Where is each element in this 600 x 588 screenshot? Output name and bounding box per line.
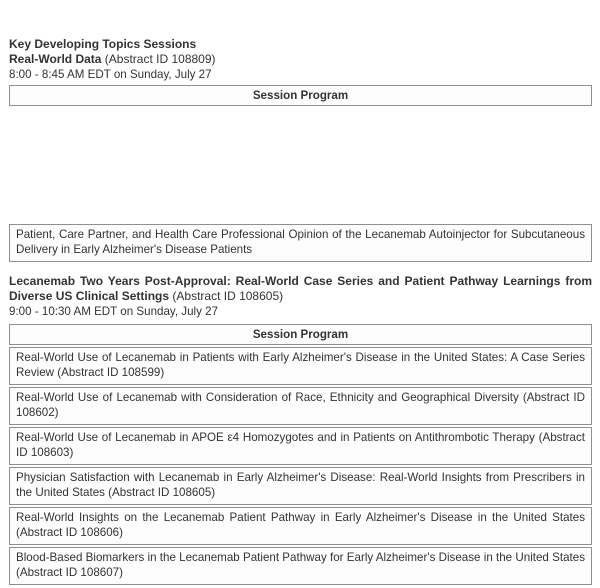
session2-program-row: Real-World Use of Lecanemab in APOE ε4 Homozygotes and in Patients on Antithrombotic Therapy (Abstract ID 108603) bbox=[9, 427, 592, 465]
session1-abstract-id: (Abstract ID 108809) bbox=[101, 52, 216, 66]
session2-program-header: Session Program bbox=[9, 324, 592, 345]
session2-time: 9:00 - 10:30 AM EDT on Sunday, July 27 bbox=[9, 305, 219, 318]
session2-program-row: Real-World Use of Lecanemab in Patients with Early Alzheimer's Disease in the United States: A Case Series Review (Abstract ID 108599) bbox=[9, 347, 592, 385]
session1-title: Real-World Data bbox=[9, 52, 102, 66]
session2-title-line bbox=[9, 274, 592, 304]
session2-title: Lecanemab Two Years Post-Approval: Real-World Case Series and Patient Pathway Learnings from Diverse US Clinical Settings bbox=[9, 274, 592, 303]
session1-category: Key Developing Topics Sessions bbox=[9, 37, 197, 51]
session1-time: 8:00 - 8:45 AM EDT on Sunday, July 27 bbox=[9, 68, 212, 81]
session2-abstract-id: (Abstract ID 108605) bbox=[169, 289, 284, 303]
session1-program-header: Session Program bbox=[9, 85, 592, 106]
empty-content-area bbox=[9, 106, 592, 222]
session2-program-row: Physician Satisfaction with Lecanemab in Early Alzheimer's Disease: Real-World Insights from Prescribers in the United States (Abstract ID 108605) bbox=[9, 467, 592, 505]
session2-program-row: Real-World Use of Lecanemab with Consideration of Race, Ethnicity and Geographical Diversity (Abstract ID 108602) bbox=[9, 387, 592, 425]
session-block-lecanemab-two-years bbox=[9, 274, 592, 585]
session2-program-row: Blood-Based Biomarkers in the Lecanemab Patient Pathway for Early Alzheimer's Disease in the United States (Abstract ID 108607) bbox=[9, 547, 592, 585]
session2-program-row: Real-World Insights on the Lecanemab Patient Pathway in Early Alzheimer's Disease in the United States (Abstract ID 108606) bbox=[9, 507, 592, 545]
session-block-key-developing-topics bbox=[9, 37, 592, 262]
session1-title-line bbox=[9, 52, 592, 67]
session1-program-row: Patient, Care Partner, and Health Care Professional Opinion of the Lecanemab Autoinjector for Subcutaneous Delivery in Early Alzheimer's Disease Patients bbox=[9, 224, 592, 262]
